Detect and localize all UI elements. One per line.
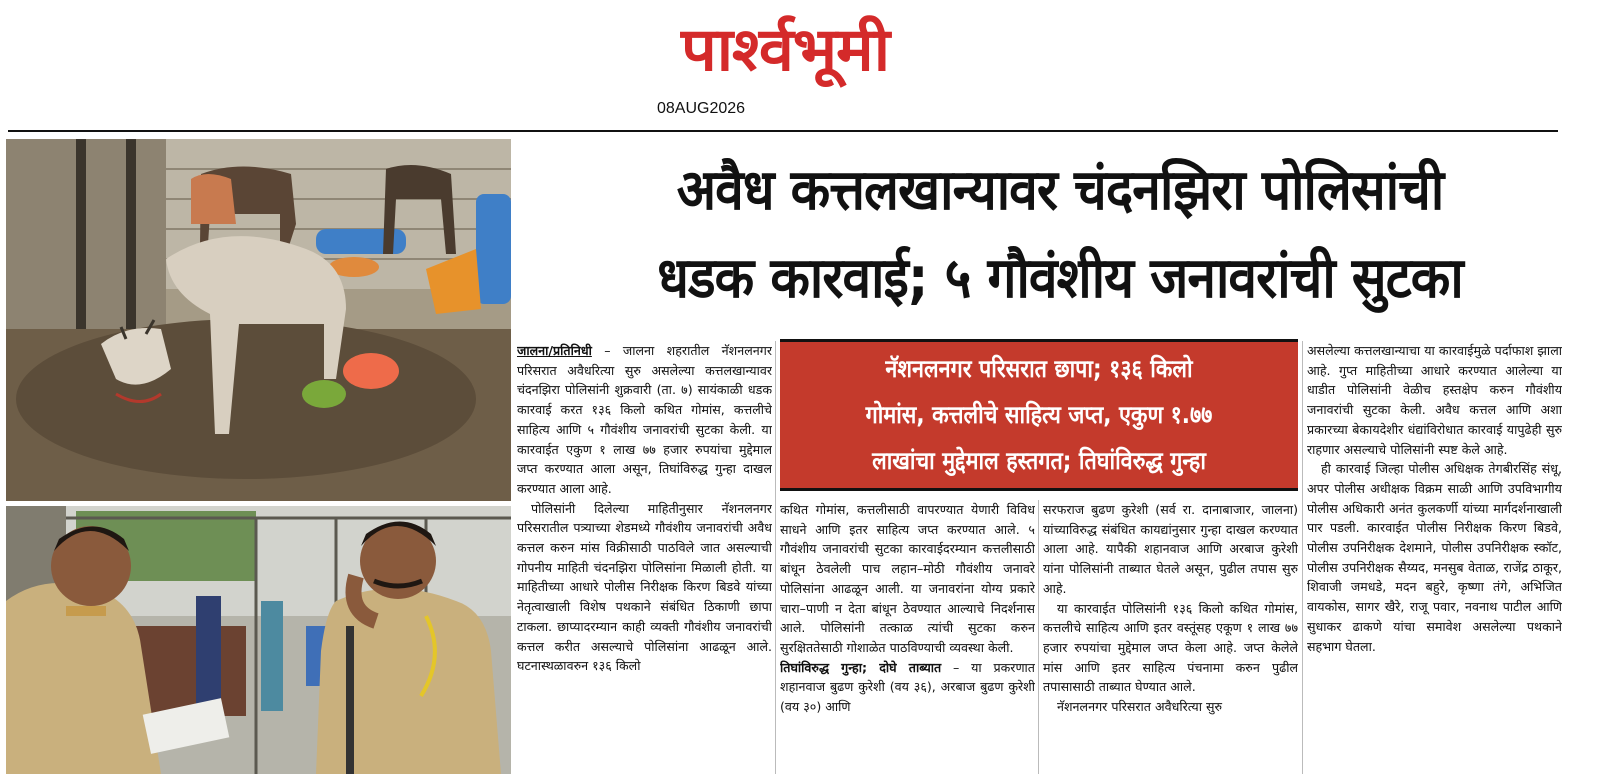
masthead-rule bbox=[8, 130, 1558, 132]
col4-para-2: ही कारवाई जिल्हा पोलीस अधिक्षक तेगबीरसिंह संधू, अपर पोलीस अधीक्षक विक्रम साळी आणि उपविभागीय पोलीस अधिकारी अनंत कुलकर्णी यांच्या मार्गदर्शनाखाली पार पडली. कारवाईत पोलीस निरीक्षक किरण बिडवे, पोलीस उपनिरीक्षक देशमाने, पोलीस उपनिरीक्षक स्कॉट, पोलीस उपनिरीक्षक सैय्यद, मनसुब वेताळ, राजेंद्र ठाकूर, शिवाजी जमधडे, मदन बहुरे, कृष्णा तंगे, अभिजित वायकोस, सागर खैरे, राजू पवार, नवनाथ पाटील आणि सुधाकर ढाकणे यांचा समावेश असलेल्या पथकाने सहभाग घेतला. bbox=[1307, 461, 1562, 654]
article-column-1 bbox=[517, 341, 772, 774]
col3-para-3: नॅशनलनगर परिसरात अवैधरित्या सुरु bbox=[1057, 699, 1223, 715]
col1-para-1: – जालना शहरातील नॅशनलनगर परिसरात अवैधरित्या सुरु असलेल्या कत्तलखान्यावर चंदनझिरा पोलिसांनी शुक्रवारी (ता. ७) सायंकाळी धडक कारवाई करत १३६ किलो कथित गोमांस, कत्तलीचे साहित्य आणि ५ गौवंशीय जनावरांची सुटका केली. या कारवाईत एकुण १ लाख ७७ हजार रुपयांचा मुद्देमाल जप्त करण्यात आला असून, तिघांविरुद्ध गुन्हा दाखल करण्यात आला आहे. bbox=[517, 343, 772, 496]
article-column-4 bbox=[1307, 341, 1562, 774]
highlight-line-2: गोमांस, कत्तलीचे साहित्य जप्त, एकुण १.७७ bbox=[865, 400, 1213, 429]
article-column-2 bbox=[780, 500, 1035, 774]
col4-para-1: असलेल्या कत्तलखान्याचा या कारवाईमुळे पर्दाफाश झाला आहे. गुप्त माहितीच्या आधारे करण्यात आलेल्या या धाडीत पोलिसांनी वेळीच हस्तक्षेप करुन गौवंशीय जनावरांची सुटका केली. अवैध कत्तल आणि अशा प्रकारच्या बेकायदेशीर धंद्यांविरोधात कारवाई यापुढेही सुरु राहणार असल्याचे पोलिसांनी स्पष्ट केले आहे. bbox=[1307, 343, 1562, 457]
col1-para-2: पोलिसांनी दिलेल्या माहितीनुसार नॅशनलनगर परिसरातील पत्र्याच्या शेडमध्ये गौवंशीय जनावरांची अवैध कत्तल करुन मांस विक्रीसाठी पाठविले जात असल्याची गोपनीय माहिती चंदनझिरा पोलिसांना मिळाली होती. या माहितीच्या आधारे पोलीस निरीक्षक किरण बिडवे यांच्या नेतृत्वाखाली विशेष पथकाने संबंधित ठिकाणी छापा टाकला. छाप्यादरम्यान काही व्यक्ती गौवंशीय जनावरांची कत्तल करीत असल्याचे पोलिसांना आढळून आले. घटनास्थळावरुन १३६ किलो bbox=[517, 500, 772, 674]
column-divider bbox=[1302, 341, 1303, 774]
col3-para-2: या कारवाईत पोलिसांनी १३६ किलो कथित गोमांस, कत्तलीचे साहित्य आणि इतर वस्तूंसह एकूण १ लाख ७७ हजार रुपयांचा मुद्देमाल जप्त केला आहे. जप्त केलेले मांस आणि इतर साहित्य पंचनामा करुन पुढील तपासासाठी ताब्यात घेण्यात आले. bbox=[1043, 600, 1298, 695]
col2-para-1: कथित गोमांस, कत्तलीसाठी वापरण्यात येणारी विविध साधने आणि इतर साहित्य जप्त करण्यात आले. ५ गौवंशीय जनावरांची सुटका कारवाईदरम्यान कत्तलीसाठी बांधून ठेवलेली पाच लहान–मोठी गौवंशीय जनावरे पोलिसांना आढळून आली. या जनावरांना योग्य प्रकारे चारा–पाणी न देता बांधून ठेवण्यात आल्याचे निदर्शनास आले. पोलिसांनी तत्काळ त्यांची सुटका करुन सुरक्षिततेसाठी गोशाळेत पाठविण्याची व्यवस्था केली. bbox=[780, 502, 1035, 655]
masthead bbox=[0, 0, 1613, 132]
photo-police-officers bbox=[6, 506, 511, 774]
issue-date: 08AUG2026 bbox=[657, 100, 746, 117]
highlight-line-3: लाखांचा मुद्देमाल हस्तगत; तिघांविरुद्ध गुन्हा bbox=[872, 446, 1206, 475]
newspaper-logo: पार्श्वभूमी bbox=[681, 15, 889, 85]
col3-para-1: सरफराज बुढण कुरेशी (सर्व रा. दानाबाजार, जालना) यांच्याविरुद्ध संबंधित कायद्यांनुसार गुन्हा दाखल करण्यात आला आहे. यापैकी शहानवाज आणि अरबाज कुरेशी यांना पोलिसांनी ताब्यात घेतले असून, पुढील तपास सुरु आहे. bbox=[1043, 502, 1298, 596]
cattle-shed-illustration bbox=[6, 139, 511, 501]
headline-line-2: धडक कारवाई; ५ गौवंशीय जनावरांची सुटका bbox=[657, 246, 1463, 311]
highlight-line-1: नॅशनलनगर परिसरात छापा; १३६ किलो bbox=[885, 354, 1193, 383]
col2-subhead: तिघांविरुद्ध गुन्हा; दोघे ताब्यात bbox=[780, 659, 942, 675]
column-divider bbox=[1038, 500, 1039, 774]
column-divider bbox=[775, 341, 776, 774]
col2-para-2: – या प्रकरणात शहानवाज बुढण कुरेशी (वय ३६), अरबाज बुढण कुरेशी (वय ३०) आणि bbox=[780, 659, 1035, 715]
police-illustration bbox=[6, 506, 511, 774]
photo-cattle-shed bbox=[6, 139, 511, 501]
headline-line-1: अवैध कत्तलखान्यावर चंदनझिरा पोलिसांची bbox=[676, 158, 1444, 223]
dateline: जालना/प्रतिनिधी bbox=[517, 343, 592, 358]
article-column-3 bbox=[1043, 500, 1298, 774]
highlight-box bbox=[780, 339, 1298, 491]
